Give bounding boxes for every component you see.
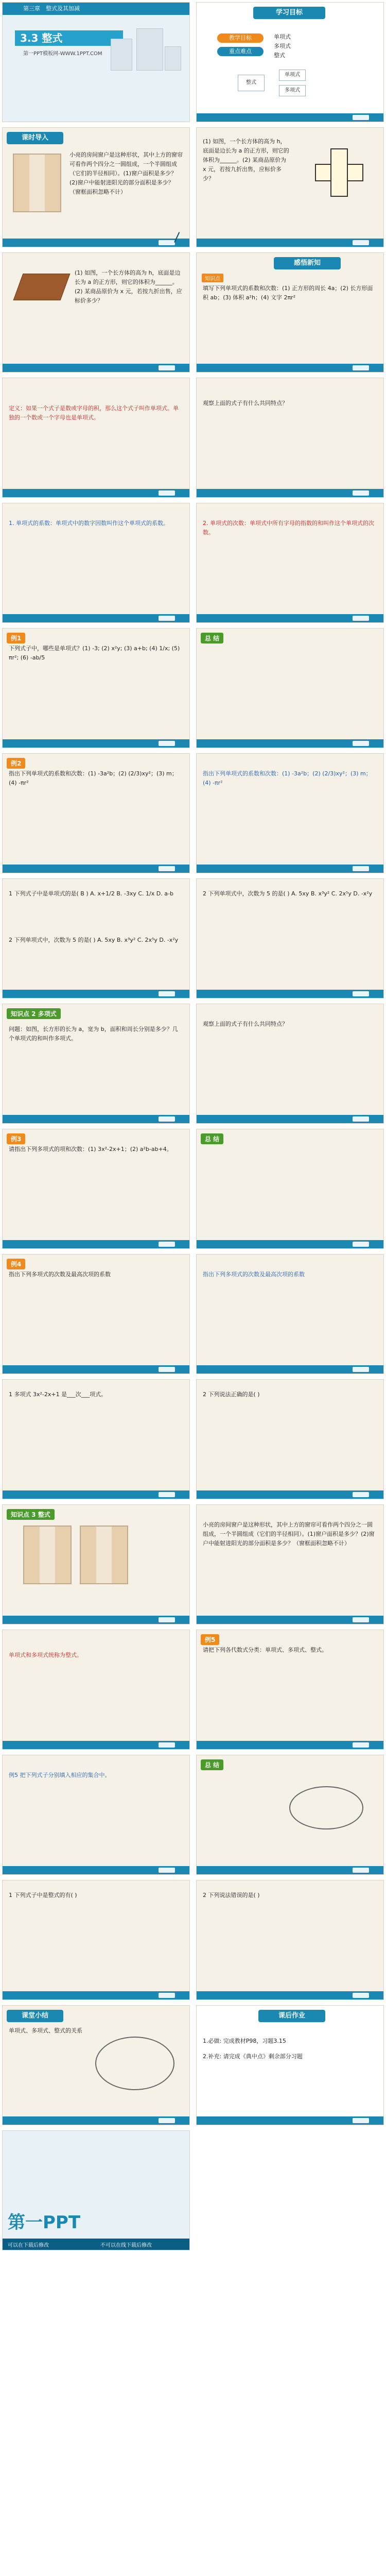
nav-buttons[interactable] — [159, 1116, 175, 1122]
slide-footer-bar — [197, 1616, 383, 1624]
practice1-text: 1 下列式子中是单项式的是( B ) A. x+1/2 B. -3xy C. 1/x D. a-b — [9, 890, 173, 897]
nav-buttons[interactable] — [353, 490, 369, 496]
example2-slide — [2, 753, 190, 873]
slide-footer-bar — [197, 1866, 383, 1874]
definition-slide — [2, 378, 190, 498]
degree-slide — [196, 503, 384, 623]
integer-question: 小亮的房间窗户是这种形状，其中上方的窗帘可看作两个四分之一圆组成，一个半圆组成（它们的半径相同）。(1)窗户面积是多少？(2)窗户中能射进阳光的部分面积是多少？（窗框面积忽略不计） — [203, 1521, 375, 1547]
example1-slide — [2, 628, 190, 748]
concept-header: 感悟新知 — [274, 257, 341, 269]
example4-text: 指出下列多项式的次数及最高次项的系数 — [9, 1271, 111, 1278]
slide-footer-bar — [3, 865, 189, 873]
example5-answer-slide — [2, 1755, 190, 1875]
nav-buttons[interactable] — [159, 1617, 175, 1622]
slide-footer-bar — [197, 2116, 383, 2125]
slide-footer-bar — [197, 489, 383, 497]
polynomial-think-text: 观察上面的式子有什么共同特点？ — [203, 1021, 288, 1027]
concept-text: 填写下列单项式的系数和次数：(1) 正方形的周长 4a；(2) 长方形面积 ab；(3) 体积 a²h；(4) 文字 2πr² — [203, 285, 373, 301]
objectives-header: 学习目标 — [253, 7, 325, 19]
nav-buttons[interactable] — [159, 1242, 175, 1247]
coefficient-text: 1. 单项式的系数：单项式中的数字因数叫作这个单项式的系数。 — [9, 520, 169, 527]
window-picture-3 — [80, 1526, 128, 1584]
intro-text: 小亮的房间窗户是这种形状，其中上方的窗帘可看作两个四分之一圆组成，一个半圆组成（它们的半径相同）。(1)窗户面积是多少？(2)窗户中能射进阳光的部分面积是多少？（窗框面积忽略不计） — [69, 151, 183, 195]
nav-buttons[interactable] — [353, 2118, 369, 2123]
slide-footer-bar — [3, 1115, 189, 1123]
example2-tag: 例2 — [7, 758, 25, 769]
window-picture-2 — [23, 1526, 72, 1584]
concept-slide — [196, 252, 384, 372]
slide-footer-bar — [197, 1741, 383, 1749]
flow-node-3: 多项式 — [279, 85, 306, 96]
nav-buttons[interactable] — [353, 115, 369, 120]
window-picture — [13, 154, 61, 212]
nav-buttons[interactable] — [159, 490, 175, 496]
objective-item-1: 单项式 — [274, 33, 291, 40]
slide-footer-bar — [197, 1240, 383, 1248]
nav-buttons[interactable] — [353, 1367, 369, 1372]
example4-answer-slide — [196, 1254, 384, 1374]
integer-question-slide — [196, 1504, 384, 1624]
cube-picture — [13, 274, 71, 300]
nav-buttons[interactable] — [353, 616, 369, 621]
nav-buttons[interactable] — [159, 1868, 175, 1873]
polynomial-think-slide — [196, 1004, 384, 1124]
example3-summary-slide — [196, 1129, 384, 1249]
practice2-slide — [196, 878, 384, 998]
slide-footer-bar — [3, 739, 189, 748]
brand-logo: 第一PPT — [8, 2212, 81, 2233]
volume-text: (1) 如图，一个长方体的高为 h，底面是边长为 a 的正方形，则它的体积为______。(2) 某商品原价为 x 元，若按九折出售，应标价多少？ — [75, 269, 182, 304]
example5-answer: 例5 把下列式子分别填入相应的集合中。 — [9, 1772, 111, 1778]
slide-footer-bar — [3, 489, 189, 497]
example4-answer: 指出下列多项式的次数及最高次项的系数 — [203, 1271, 305, 1278]
nav-buttons[interactable] — [159, 1492, 175, 1497]
brand-right-note: 不可以在线下载后修改 — [100, 2243, 152, 2248]
nav-buttons[interactable] — [159, 741, 175, 746]
example3-slide — [2, 1129, 190, 1249]
homework-header: 课后作业 — [258, 2010, 325, 2022]
figure-question: (1) 如图，一个长方体的高为 h，底面是边长为 a 的正方形，则它的体积为______。(2) 某商品原价为 x 元，若按九折出售，应标价多少？ — [203, 138, 289, 182]
nav-buttons[interactable] — [353, 1868, 369, 1873]
summary-tag: 总 结 — [201, 633, 223, 643]
example1-tag: 例1 — [7, 633, 25, 643]
flow-node-2: 单项式 — [279, 70, 306, 81]
slide-footer-bar — [197, 239, 383, 247]
slide-footer-bar — [197, 739, 383, 748]
practice4-slide — [196, 1379, 384, 1499]
homework-item-2: 2.补充: 请完成《典中点》剩余部分习题 — [203, 2053, 303, 2060]
example1-analysis-slide — [196, 628, 384, 748]
nav-buttons[interactable] — [353, 365, 369, 370]
slide-footer-bar — [3, 1490, 189, 1499]
intro-figure-slide — [196, 127, 384, 247]
nav-buttons[interactable] — [353, 991, 369, 996]
cover-website: 第一PPT模板网-WWW.1PPT.COM — [23, 51, 102, 57]
example4-slide — [2, 1254, 190, 1374]
slide-footer-bar — [197, 865, 383, 873]
nav-buttons[interactable] — [353, 1742, 369, 1748]
volume-slide — [2, 252, 190, 372]
brand-left-note: 可以在下载后修改 — [8, 2243, 49, 2248]
objective-pill-1: 教学目标 — [217, 33, 264, 43]
nav-buttons[interactable] — [353, 1116, 369, 1122]
intro-slide — [2, 127, 190, 247]
slide-footer-bar — [3, 364, 189, 372]
example3-tag: 例3 — [7, 1133, 25, 1144]
cover-chapter: 第三章 整式及其加减 — [3, 3, 189, 15]
slide-footer-bar — [197, 1115, 383, 1123]
summary-header: 课堂小结 — [7, 2010, 63, 2022]
homework-slide — [196, 2005, 384, 2125]
objective-pills — [217, 29, 264, 60]
practice1-slide — [2, 878, 190, 998]
objective-item-2: 多项式 — [274, 43, 291, 49]
homework-item-1: 1.必做: 完成教材P98，习题3.15 — [203, 2038, 286, 2044]
nav-buttons[interactable] — [353, 1242, 369, 1247]
practice4-question: 2 下列说法正确的是( ) — [203, 1391, 260, 1398]
nav-buttons[interactable] — [353, 1492, 369, 1497]
slide-footer-bar — [3, 614, 189, 622]
brand-strip — [3, 2239, 189, 2250]
slide-footer-bar — [197, 1991, 383, 1999]
summary-tag: 总 结 — [201, 1133, 223, 1144]
practice2-text: 2 下列单项式中，次数为 5 的是( ) A. 5xy B. x³y² C. 2x⁵y D. -x²y — [9, 937, 179, 943]
objective-items — [274, 32, 351, 60]
objective-item-3: 整式 — [274, 52, 285, 59]
polynomial-tag: 知识点 2 多项式 — [7, 1008, 61, 1019]
summary-tag: 总 结 — [201, 1759, 223, 1770]
degree-text: 2. 单项式的次数：单项式中所有字母的指数的和叫作这个单项式的次数。 — [203, 520, 374, 536]
integer-definition: 单项式和多项式统称为整式。 — [9, 1652, 82, 1658]
practice3-question: 1 多项式 3x²-2x+1 是___次___项式。 — [9, 1391, 107, 1398]
example3-text: 请指出下列多项式的项和次数：(1) 3x²-2x+1；(2) a²b-ab+4。 — [9, 1146, 172, 1153]
objective-pill-2: 重点难点 — [217, 47, 264, 56]
slide-footer-bar — [197, 113, 383, 122]
practice3-text: 2 下列单项式中，次数为 5 的是( ) A. 5xy B. x³y² C. 2x⁵y D. -x²y — [203, 890, 373, 897]
intro-header: 课时导入 — [7, 132, 63, 144]
practice5-question: 1 下列式子中是整式的有( ) — [9, 1892, 77, 1899]
set-circle — [289, 1786, 363, 1829]
summary-circle — [95, 2037, 174, 2090]
nav-buttons[interactable] — [159, 2118, 175, 2123]
slide-footer-bar — [3, 239, 189, 247]
slide-footer-bar — [3, 2116, 189, 2125]
slide-footer-bar — [3, 1616, 189, 1624]
decorative-blocks — [106, 23, 183, 85]
objectives-slide — [196, 2, 384, 122]
coefficient-slide — [2, 503, 190, 623]
example5-text: 请把下列各代数式分类：单项式、多项式、整式。 — [203, 1647, 327, 1653]
cover-slide — [2, 2, 190, 122]
nav-buttons[interactable] — [159, 1993, 175, 1998]
slide-footer-bar — [3, 1866, 189, 1874]
nav-buttons[interactable] — [159, 365, 175, 370]
example2-answer-slide — [196, 753, 384, 873]
nav-buttons[interactable] — [159, 866, 175, 871]
reflection-slide — [196, 378, 384, 498]
nav-buttons[interactable] — [159, 1367, 175, 1372]
integer-definition-slide — [2, 1630, 190, 1750]
polynomial-slide — [2, 1004, 190, 1124]
brand-slide — [2, 2130, 190, 2250]
integer-tag: 知识点 3 整式 — [7, 1509, 55, 1520]
nav-buttons[interactable] — [353, 866, 369, 871]
cross-figure — [315, 148, 361, 195]
slide-footer-bar — [3, 1240, 189, 1248]
example2-text: 指出下列单项式的系数和次数：(1) -3a²b；(2) (2/3)xy²；(3) m；(4) -πr² — [9, 770, 178, 786]
summary-slide — [2, 2005, 190, 2125]
integer-expression-slide — [2, 1504, 190, 1624]
nav-buttons[interactable] — [159, 616, 175, 621]
practice6-question: 2 下列说法错误的是( ) — [203, 1892, 260, 1899]
nav-buttons[interactable] — [159, 1742, 175, 1748]
example5-tag: 例5 — [201, 1634, 219, 1645]
practice3-slide — [2, 1379, 190, 1499]
slide-footer-bar — [3, 1741, 189, 1749]
example2-answer: 指出下列单项式的系数和次数：(1) -3a²b；(2) (2/3)xy²；(3) m；(4) -πr² — [203, 770, 372, 786]
slide-footer-bar — [3, 1991, 189, 1999]
slide-footer-bar — [197, 1490, 383, 1499]
nav-buttons[interactable] — [353, 1993, 369, 1998]
polynomial-text: 问题：如图，长方形的长为 a，宽为 b，面积和周长分别是多少？几个单项式的和叫作多项式。 — [9, 1026, 178, 1042]
nav-buttons[interactable] — [353, 240, 369, 245]
slide-footer-bar — [197, 1365, 383, 1374]
nav-buttons[interactable] — [159, 240, 175, 245]
example5-slide — [196, 1630, 384, 1750]
definition-text: 定义：如果一个式子是数或字母的积，那么这个式子叫作单项式。单独的一个数或一个字母也是单项式。 — [9, 405, 179, 421]
practice6-slide — [196, 1880, 384, 2000]
slide-footer-bar — [197, 364, 383, 372]
summary-text: 单项式、多项式、整式的关系 — [9, 2027, 82, 2034]
slide-footer-bar — [3, 1365, 189, 1374]
example1-text: 下列式子中，哪些是单项式？(1) -3; (2) x²y; (3) a+b; (4) 1/x; (5) πr²; (6) -ab/5 — [9, 645, 180, 661]
example4-tag: 例4 — [7, 1259, 25, 1269]
flow-node-1: 整式 — [238, 75, 265, 91]
practice5-slide — [2, 1880, 190, 2000]
slide-footer-bar — [197, 990, 383, 998]
reflection-text: 观察上面的式子有什么共同特点？ — [203, 400, 288, 406]
cover-title: 3.3 整式 — [15, 30, 123, 46]
example5-summary-slide — [196, 1755, 384, 1875]
nav-buttons[interactable] — [159, 991, 175, 996]
nav-buttons[interactable] — [353, 741, 369, 746]
pen-icon — [174, 232, 187, 246]
slide-footer-bar — [3, 990, 189, 998]
knowledge-tag: 知识点 — [202, 274, 223, 282]
nav-buttons[interactable] — [353, 1617, 369, 1622]
slide-footer-bar — [197, 614, 383, 622]
